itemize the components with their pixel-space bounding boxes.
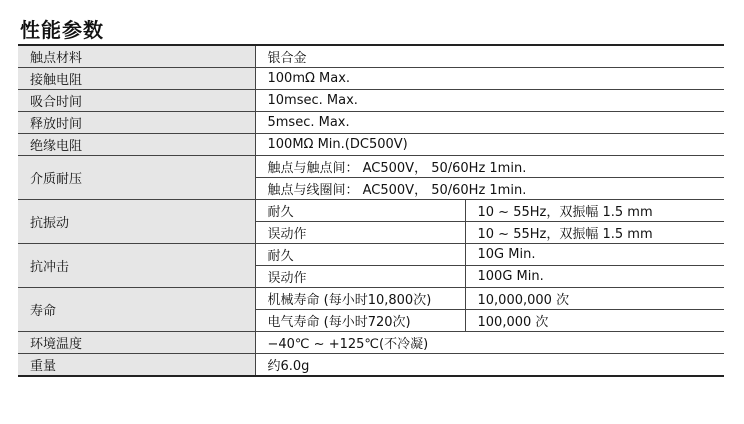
row-label: 环境温度 (18, 332, 255, 354)
row-label: 抗冲击 (18, 244, 255, 288)
row-value: 5msec. Max. (255, 112, 724, 134)
table-row (18, 244, 724, 266)
table-row (18, 354, 724, 377)
row-label: 触点材料 (18, 45, 255, 68)
row-subitem: 电气寿命 (每小时720次) (255, 310, 465, 332)
row-subitem: 耐久 (255, 200, 465, 222)
table-row (18, 288, 724, 310)
row-value: 10 ~ 55Hz，双振幅 1.5 mm (465, 200, 724, 222)
row-label: 吸合时间 (18, 90, 255, 112)
row-value: 10,000,000 次 (465, 288, 724, 310)
row-value: 100G Min. (465, 266, 724, 288)
row-value: 100MΩ Min.(DC500V) (255, 134, 724, 156)
row-subitem: 机械寿命 (每小时10,800次) (255, 288, 465, 310)
page-title: 性能参数 (20, 18, 104, 42)
spec-table (18, 44, 724, 377)
table-row (18, 200, 724, 222)
table-row (18, 134, 724, 156)
row-label: 接触电阻 (18, 68, 255, 90)
table-row (18, 90, 724, 112)
row-value: 触点与触点间： AC500V， 50/60Hz 1min. (255, 156, 724, 178)
row-value: 10msec. Max. (255, 90, 724, 112)
row-value: 100,000 次 (465, 310, 724, 332)
row-value: 触点与线圈间： AC500V， 50/60Hz 1min. (255, 178, 724, 200)
row-label: 绝缘电阻 (18, 134, 255, 156)
table-row (18, 45, 724, 68)
row-value: 10 ~ 55Hz，双振幅 1.5 mm (465, 222, 724, 244)
row-value: 100mΩ Max. (255, 68, 724, 90)
row-value: 约6.0g (255, 354, 724, 377)
row-label: 寿命 (18, 288, 255, 332)
row-subitem: 耐久 (255, 244, 465, 266)
row-subitem: 误动作 (255, 266, 465, 288)
row-value: 10G Min. (465, 244, 724, 266)
row-subitem: 误动作 (255, 222, 465, 244)
row-label: 重量 (18, 354, 255, 377)
table-row (18, 68, 724, 90)
row-label: 释放时间 (18, 112, 255, 134)
row-value: −40℃ ~ +125℃(不冷凝) (255, 332, 724, 354)
row-value: 银合金 (255, 45, 724, 68)
table-row (18, 332, 724, 354)
row-label: 抗振动 (18, 200, 255, 244)
table-row (18, 112, 724, 134)
table-row (18, 156, 724, 178)
row-label: 介质耐压 (18, 156, 255, 200)
